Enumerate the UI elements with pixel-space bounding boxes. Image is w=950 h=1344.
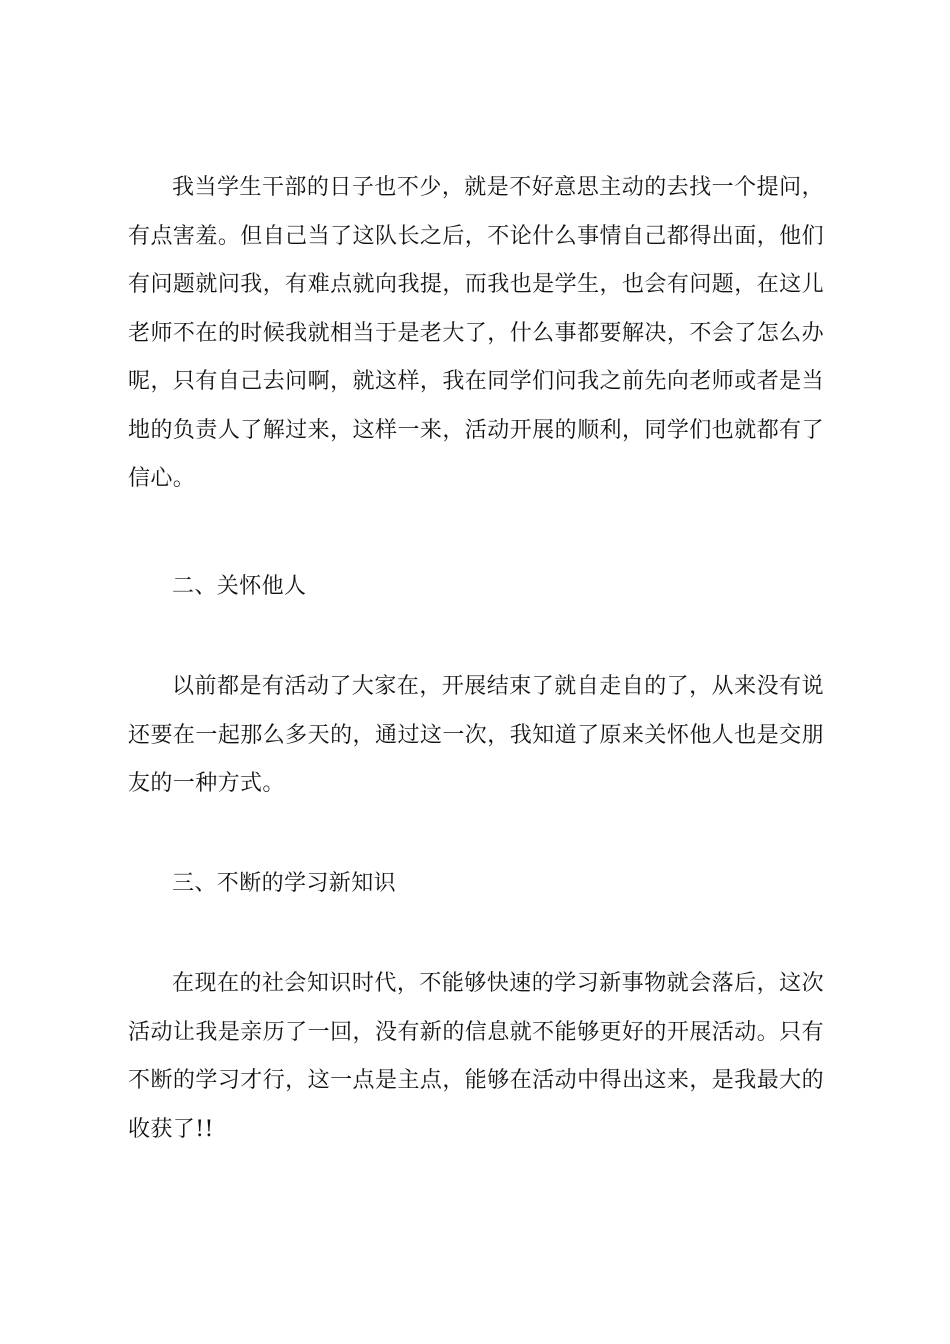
section-heading-learning: 三、不断的学习新知识 bbox=[172, 871, 397, 896]
paragraph-learning: 在现在的社会知识时代，不能够快速的学习新事物就会落后，这次活动让我是亲历了一回，没有新的信息就不能够更好的开展活动。只有不断的学习才行，这一点是主点，能够在活动中得出这来，是我最大的收获了!! bbox=[128, 971, 824, 1142]
paragraph-leadership: 我当学生干部的日子也不少，就是不好意思主动的去找一个提问，有点害羞。但自己当了这队长之后，不论什么事情自己都得出面，他们有问题就问我，有难点就向我提，而我也是学生，也会有问题，在这儿老师不在的时候我就相当于是老大了，什么事都要解决，不会了怎么办呢，只有自己去问啊，就这样，我在同学们问我之前先向老师或者是当地的负责人了解过来，这样一来，活动开展的顺利，同学们也就都有了信心。 bbox=[128, 175, 824, 491]
section-heading-caring: 二、关怀他人 bbox=[172, 574, 307, 599]
paragraph-caring: 以前都是有活动了大家在，开展结束了就自走自的了，从来没有说还要在一起那么多天的，通过这一次，我知道了原来关怀他人也是交朋友的一种方式。 bbox=[128, 674, 824, 796]
